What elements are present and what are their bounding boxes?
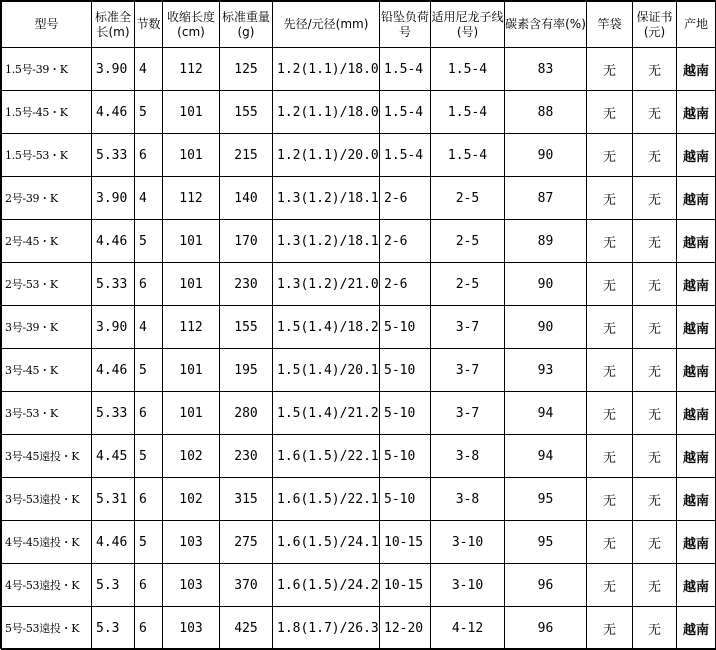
cell-nylon: 3-7 (431, 306, 505, 349)
table-row (2, 435, 716, 478)
cell-warranty: 无 (633, 91, 677, 134)
table-row (2, 48, 716, 91)
header-warranty: 保证书(元) (633, 2, 677, 48)
table-row (2, 220, 716, 263)
cell-carbon: 90 (505, 263, 587, 306)
cell-sections: 4 (135, 306, 163, 349)
cell-nylon: 3-8 (431, 478, 505, 521)
cell-carbon: 90 (505, 306, 587, 349)
cell-length: 5.31 (92, 478, 135, 521)
cell-bag: 无 (587, 478, 633, 521)
cell-diameter: 1.3(1.2)/18.1 (273, 220, 380, 263)
table-row (2, 349, 716, 392)
cell-weight: 125 (220, 48, 273, 91)
cell-sections: 6 (135, 607, 163, 650)
cell-warranty: 无 (633, 435, 677, 478)
table-row (2, 177, 716, 220)
cell-sections: 5 (135, 220, 163, 263)
cell-nylon: 1.5-4 (431, 91, 505, 134)
rod-spec-table (1, 1, 716, 650)
cell-weight: 140 (220, 177, 273, 220)
cell-folded: 101 (163, 220, 220, 263)
cell-bag: 无 (587, 435, 633, 478)
cell-bag: 无 (587, 91, 633, 134)
cell-nylon: 3-7 (431, 392, 505, 435)
cell-weight: 155 (220, 306, 273, 349)
cell-carbon: 94 (505, 435, 587, 478)
cell-folded: 102 (163, 478, 220, 521)
cell-nylon: 3-10 (431, 564, 505, 607)
cell-length: 5.33 (92, 392, 135, 435)
cell-sinker: 2-6 (380, 220, 431, 263)
cell-length: 4.45 (92, 435, 135, 478)
cell-diameter: 1.2(1.1)/20.0 (273, 134, 380, 177)
cell-origin: 越南 (677, 349, 716, 392)
cell-sinker: 5-10 (380, 349, 431, 392)
cell-origin: 越南 (677, 263, 716, 306)
cell-length: 4.46 (92, 349, 135, 392)
cell-model: 3号-53遠投・K (2, 478, 92, 521)
cell-weight: 370 (220, 564, 273, 607)
cell-sections: 6 (135, 134, 163, 177)
cell-model: 2号-53・K (2, 263, 92, 306)
cell-model: 2号-45・K (2, 220, 92, 263)
cell-bag: 无 (587, 220, 633, 263)
cell-length: 3.90 (92, 48, 135, 91)
cell-folded: 103 (163, 564, 220, 607)
cell-length: 3.90 (92, 177, 135, 220)
cell-folded: 112 (163, 177, 220, 220)
cell-carbon: 88 (505, 91, 587, 134)
cell-origin: 越南 (677, 177, 716, 220)
cell-sections: 6 (135, 478, 163, 521)
cell-sinker: 5-10 (380, 478, 431, 521)
cell-nylon: 2-5 (431, 177, 505, 220)
cell-bag: 无 (587, 349, 633, 392)
cell-diameter: 1.3(1.2)/21.0 (273, 263, 380, 306)
cell-nylon: 2-5 (431, 263, 505, 306)
header-model: 型号 (2, 2, 92, 48)
cell-bag: 无 (587, 177, 633, 220)
header-rod-bag: 竿袋 (587, 2, 633, 48)
cell-sinker: 5-10 (380, 435, 431, 478)
header-std-length: 标准全长(m) (92, 2, 135, 48)
cell-diameter: 1.5(1.4)/18.2 (273, 306, 380, 349)
cell-diameter: 1.3(1.2)/18.1 (273, 177, 380, 220)
cell-carbon: 90 (505, 134, 587, 177)
cell-nylon: 3-10 (431, 521, 505, 564)
cell-sinker: 1.5-4 (380, 91, 431, 134)
cell-model: 4号-53遠投・K (2, 564, 92, 607)
cell-model: 2号-39・K (2, 177, 92, 220)
cell-carbon: 89 (505, 220, 587, 263)
cell-nylon: 3-7 (431, 349, 505, 392)
cell-diameter: 1.6(1.5)/24.1 (273, 521, 380, 564)
cell-origin: 越南 (677, 134, 716, 177)
cell-warranty: 无 (633, 521, 677, 564)
cell-folded: 101 (163, 263, 220, 306)
cell-folded: 101 (163, 91, 220, 134)
cell-sinker: 1.5-4 (380, 48, 431, 91)
cell-carbon: 94 (505, 392, 587, 435)
table-row (2, 134, 716, 177)
cell-model: 3号-45遠投・K (2, 435, 92, 478)
cell-diameter: 1.6(1.5)/22.1 (273, 478, 380, 521)
cell-sections: 5 (135, 435, 163, 478)
cell-origin: 越南 (677, 564, 716, 607)
cell-warranty: 无 (633, 220, 677, 263)
cell-bag: 无 (587, 306, 633, 349)
cell-weight: 425 (220, 607, 273, 650)
cell-nylon: 1.5-4 (431, 48, 505, 91)
cell-diameter: 1.5(1.4)/20.1 (273, 349, 380, 392)
cell-folded: 102 (163, 435, 220, 478)
cell-warranty: 无 (633, 263, 677, 306)
cell-carbon: 95 (505, 521, 587, 564)
cell-sections: 4 (135, 177, 163, 220)
cell-folded: 101 (163, 349, 220, 392)
header-std-weight: 标准重量(g) (220, 2, 273, 48)
cell-weight: 215 (220, 134, 273, 177)
cell-sections: 5 (135, 91, 163, 134)
cell-model: 1.5号-45・K (2, 91, 92, 134)
cell-origin: 越南 (677, 48, 716, 91)
cell-folded: 112 (163, 48, 220, 91)
cell-sections: 5 (135, 349, 163, 392)
header-row (2, 2, 716, 48)
cell-length: 5.33 (92, 263, 135, 306)
cell-bag: 无 (587, 134, 633, 177)
cell-carbon: 93 (505, 349, 587, 392)
cell-origin: 越南 (677, 220, 716, 263)
cell-length: 4.46 (92, 220, 135, 263)
cell-sinker: 10-15 (380, 564, 431, 607)
cell-model: 4号-45遠投・K (2, 521, 92, 564)
cell-length: 4.46 (92, 521, 135, 564)
cell-length: 3.90 (92, 306, 135, 349)
header-sections: 节数 (135, 2, 163, 48)
cell-sinker: 5-10 (380, 392, 431, 435)
cell-weight: 315 (220, 478, 273, 521)
cell-folded: 101 (163, 134, 220, 177)
cell-origin: 越南 (677, 478, 716, 521)
cell-model: 3号-39・K (2, 306, 92, 349)
cell-length: 5.3 (92, 564, 135, 607)
cell-folded: 103 (163, 521, 220, 564)
cell-weight: 195 (220, 349, 273, 392)
cell-model: 1.5号-39・K (2, 48, 92, 91)
table-row (2, 306, 716, 349)
cell-diameter: 1.8(1.7)/26.3 (273, 607, 380, 650)
cell-nylon: 3-8 (431, 435, 505, 478)
cell-length: 5.3 (92, 607, 135, 650)
cell-sections: 4 (135, 48, 163, 91)
cell-warranty: 无 (633, 564, 677, 607)
header-tip-butt-diameter: 先径/元径(mm) (273, 2, 380, 48)
cell-warranty: 无 (633, 134, 677, 177)
cell-length: 5.33 (92, 134, 135, 177)
header-nylon-line: 适用尼龙子线(号) (431, 2, 505, 48)
cell-diameter: 1.5(1.4)/21.2 (273, 392, 380, 435)
cell-model: 1.5号-53・K (2, 134, 92, 177)
cell-weight: 155 (220, 91, 273, 134)
table-row (2, 263, 716, 306)
table-row (2, 607, 716, 650)
cell-weight: 280 (220, 392, 273, 435)
cell-warranty: 无 (633, 607, 677, 650)
cell-sinker: 2-6 (380, 177, 431, 220)
cell-length: 4.46 (92, 91, 135, 134)
table-row (2, 91, 716, 134)
table-row (2, 521, 716, 564)
cell-folded: 112 (163, 306, 220, 349)
cell-sections: 5 (135, 521, 163, 564)
cell-sinker: 2-6 (380, 263, 431, 306)
cell-weight: 230 (220, 263, 273, 306)
table-row (2, 392, 716, 435)
cell-weight: 230 (220, 435, 273, 478)
cell-model: 5号-53遠投・K (2, 607, 92, 650)
cell-bag: 无 (587, 263, 633, 306)
cell-warranty: 无 (633, 48, 677, 91)
cell-bag: 无 (587, 607, 633, 650)
cell-bag: 无 (587, 564, 633, 607)
cell-diameter: 1.2(1.1)/18.0 (273, 91, 380, 134)
cell-warranty: 无 (633, 306, 677, 349)
cell-weight: 275 (220, 521, 273, 564)
cell-carbon: 87 (505, 177, 587, 220)
table-row (2, 478, 716, 521)
cell-warranty: 无 (633, 177, 677, 220)
table-row (2, 564, 716, 607)
cell-sinker: 5-10 (380, 306, 431, 349)
cell-origin: 越南 (677, 607, 716, 650)
cell-nylon: 4-12 (431, 607, 505, 650)
cell-carbon: 95 (505, 478, 587, 521)
cell-folded: 103 (163, 607, 220, 650)
header-sinker-load: 铅坠负荷号 (380, 2, 431, 48)
cell-diameter: 1.2(1.1)/18.0 (273, 48, 380, 91)
cell-nylon: 2-5 (431, 220, 505, 263)
cell-folded: 101 (163, 392, 220, 435)
cell-carbon: 96 (505, 564, 587, 607)
cell-bag: 无 (587, 521, 633, 564)
cell-diameter: 1.6(1.5)/22.1 (273, 435, 380, 478)
cell-bag: 无 (587, 48, 633, 91)
cell-sinker: 1.5-4 (380, 134, 431, 177)
cell-sections: 6 (135, 392, 163, 435)
cell-carbon: 83 (505, 48, 587, 91)
cell-carbon: 96 (505, 607, 587, 650)
cell-diameter: 1.6(1.5)/24.2 (273, 564, 380, 607)
cell-weight: 170 (220, 220, 273, 263)
cell-nylon: 1.5-4 (431, 134, 505, 177)
cell-origin: 越南 (677, 306, 716, 349)
cell-sinker: 10-15 (380, 521, 431, 564)
cell-model: 3号-45・K (2, 349, 92, 392)
cell-origin: 越南 (677, 435, 716, 478)
cell-sections: 6 (135, 263, 163, 306)
cell-sections: 6 (135, 564, 163, 607)
cell-bag: 无 (587, 392, 633, 435)
cell-warranty: 无 (633, 478, 677, 521)
cell-origin: 越南 (677, 91, 716, 134)
cell-sinker: 12-20 (380, 607, 431, 650)
header-folded-length: 收缩长度(cm) (163, 2, 220, 48)
cell-model: 3号-53・K (2, 392, 92, 435)
header-origin: 产地 (677, 2, 716, 48)
cell-warranty: 无 (633, 349, 677, 392)
cell-warranty: 无 (633, 392, 677, 435)
header-carbon-content: 碳素含有率(%) (505, 2, 587, 48)
cell-origin: 越南 (677, 521, 716, 564)
cell-origin: 越南 (677, 392, 716, 435)
